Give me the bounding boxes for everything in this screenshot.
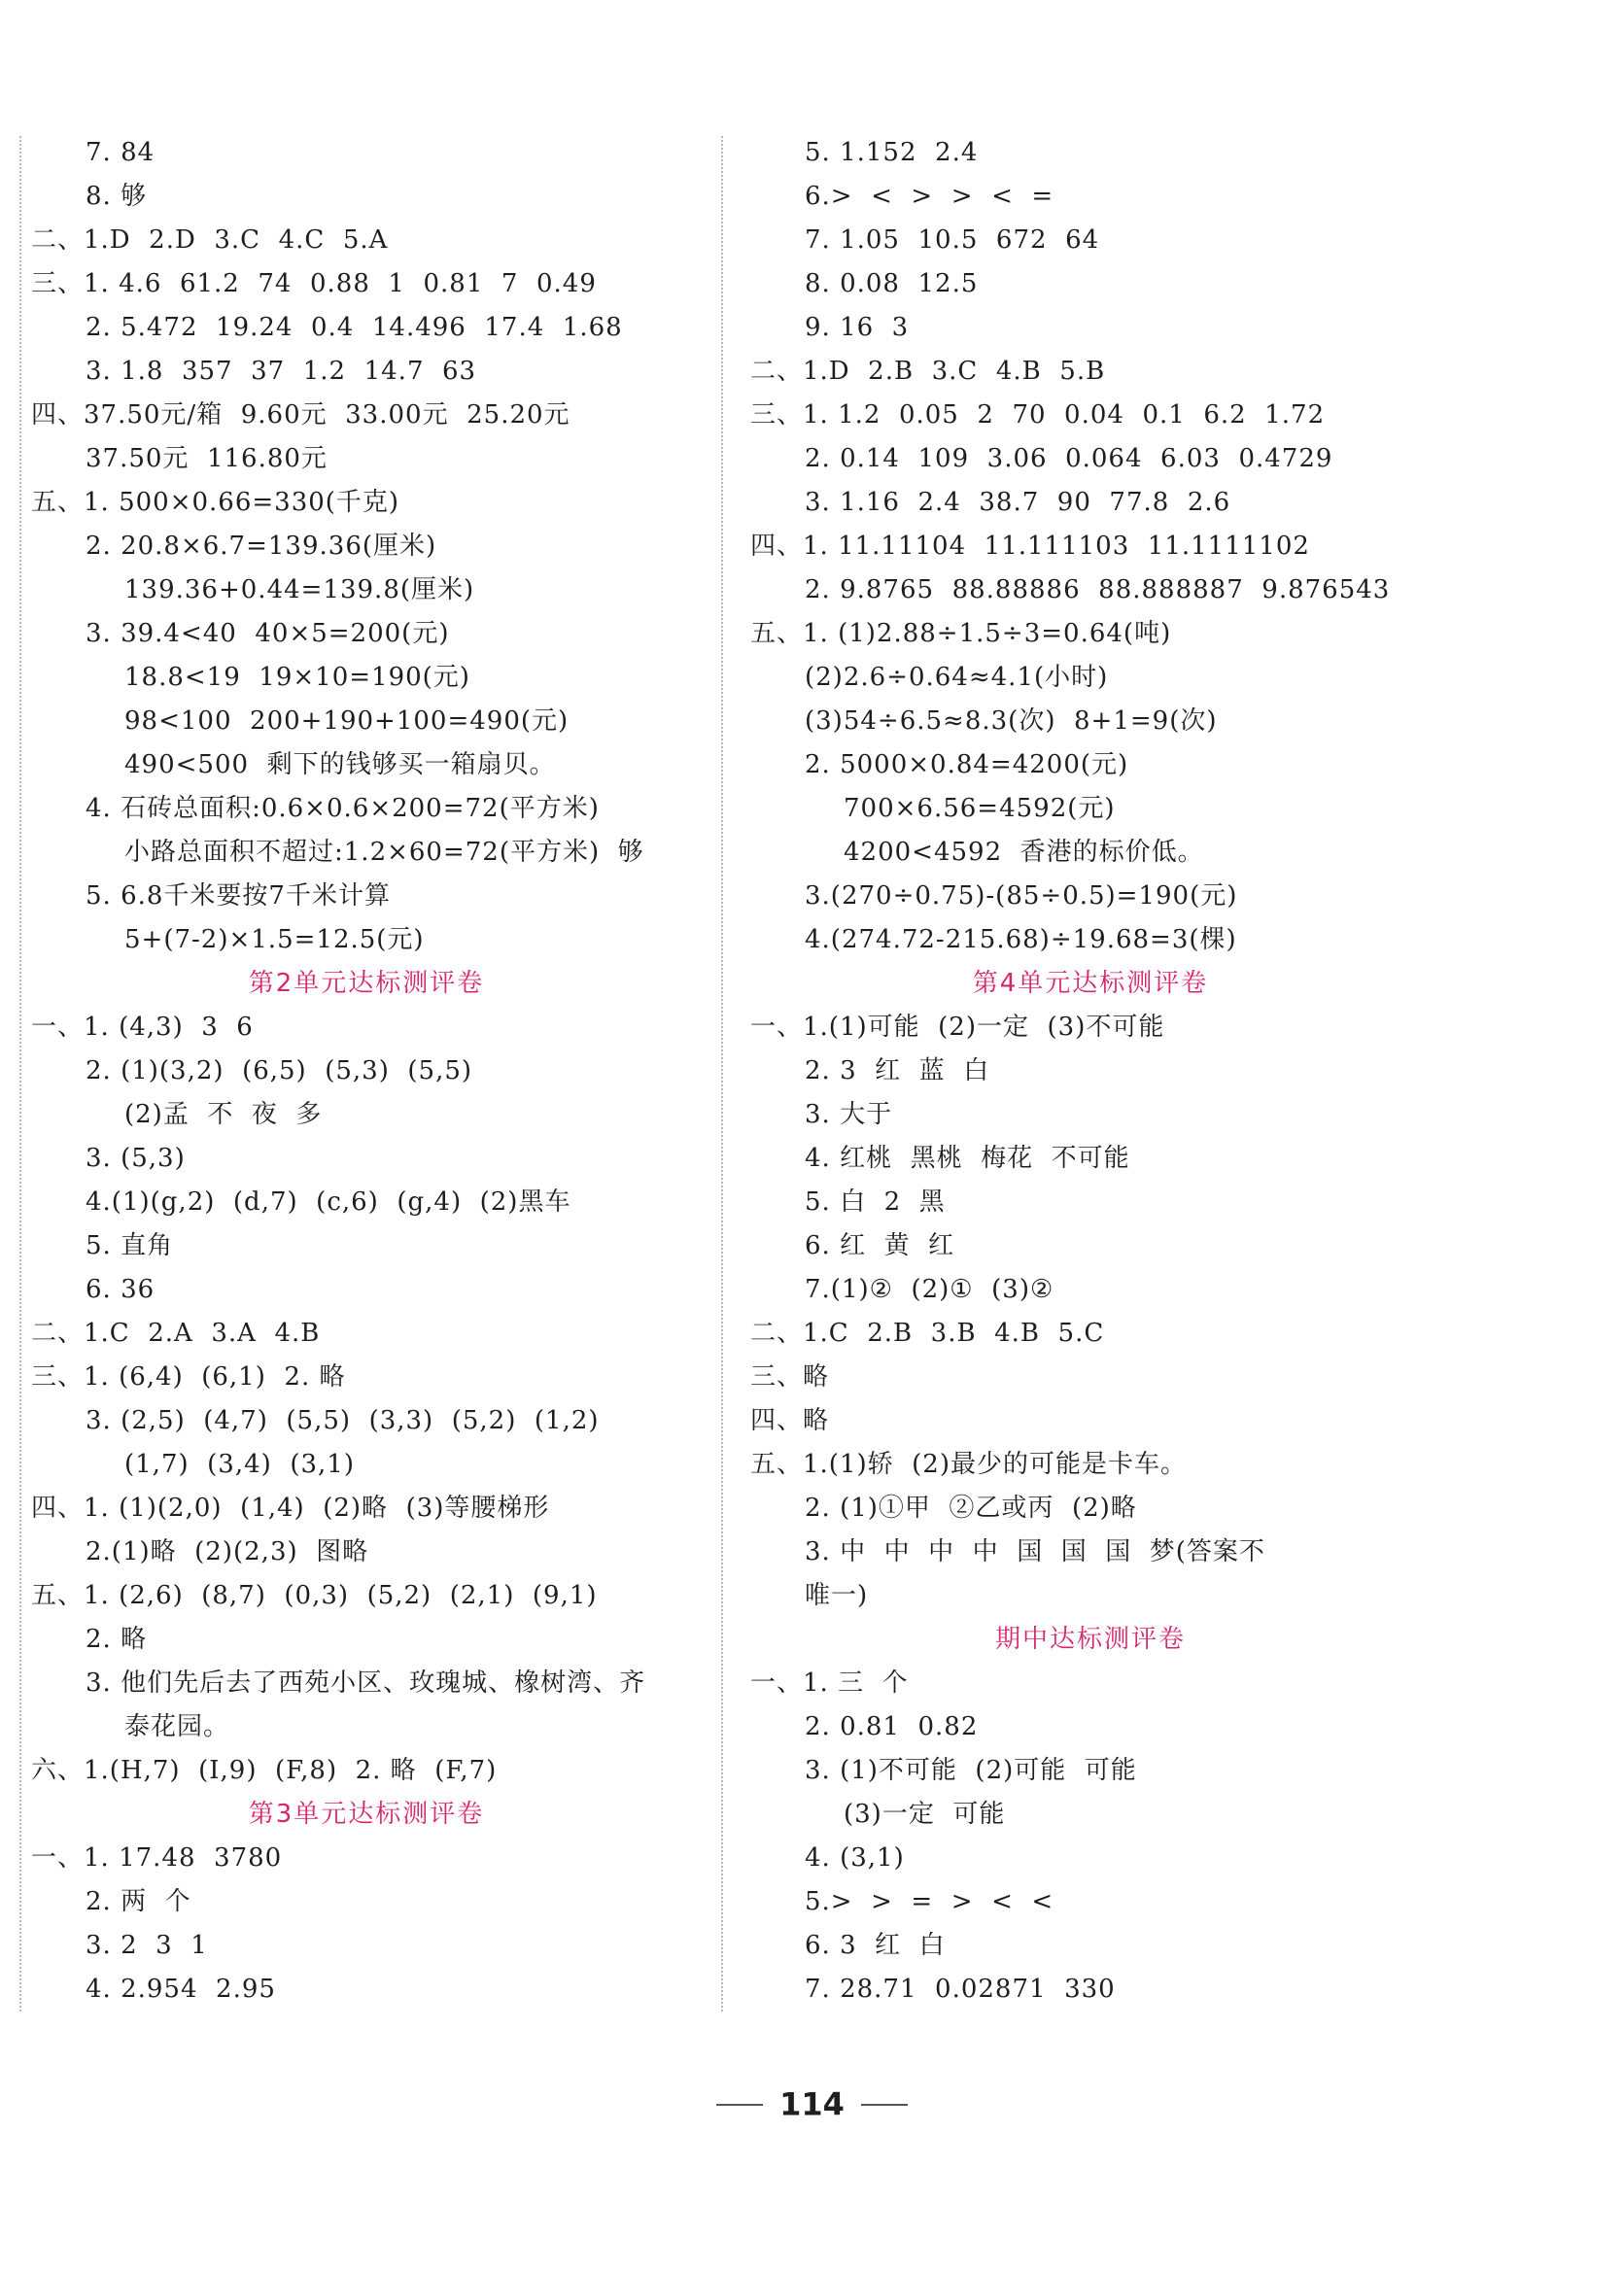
answer-line: 二、1.D 2.D 3.C 4.C 5.A [31,225,389,255]
answer-line: (1,7) (3,4) (3,1) [124,1450,355,1479]
page-footer [0,2080,1624,2128]
answer-line: (2)2.6÷0.64≈4.1(小时) [805,663,1109,692]
answer-line: 2. 5.472 19.24 0.4 14.496 17.4 1.68 [86,313,623,342]
answer-line: 泰花园。 [124,1712,230,1741]
answer-line: (2)孟 不 夜 多 [124,1100,323,1129]
answer-line: 一、1. 三 个 [750,1668,909,1698]
answer-line: 3. 39.4<40 40×5=200(元) [86,619,450,648]
answer-line: 二、1.C 2.B 3.B 4.B 5.C [750,1319,1105,1348]
left-answer-column [31,131,702,2012]
section-heading: 第4单元达标测评卷 [972,969,1209,998]
answer-line: 四、1. (1)(2,0) (1,4) (2)略 (3)等腰梯形 [31,1494,550,1523]
answer-line: 5.> > = > < < [805,1887,1054,1916]
answer-line: 37.50元 116.80元 [86,444,328,473]
answer-line: 小路总面积不超过:1.2×60=72(平方米) 够 [124,838,644,867]
answer-line: 三、1. 1.2 0.05 2 70 0.04 0.1 6.2 1.72 [750,400,1326,430]
answer-line: 8. 够 [86,182,148,211]
answer-line: 3. 2 3 1 [86,1931,208,1960]
answer-line: 3. 1.8 357 37 1.2 14.7 63 [86,357,477,386]
answer-line: 3. (2,5) (4,7) (5,5) (3,3) (5,2) (1,2) [86,1406,600,1435]
answer-line: 5. 1.152 2.4 [805,138,979,167]
answer-line: 三、略 [750,1362,830,1392]
answer-line: 三、1. (6,4) (6,1) 2. 略 [31,1362,346,1392]
answer-line: 5. 白 2 黑 [805,1187,946,1217]
answer-line: 唯一) [805,1581,869,1610]
answer-line: 2. (1)(3,2) (6,5) (5,3) (5,5) [86,1056,473,1085]
answer-line: 7. 1.05 10.5 672 64 [805,225,1100,255]
answer-line: 7. 28.71 0.02871 330 [805,1975,1116,2004]
answer-line: 3.(270÷0.75)-(85÷0.5)=190(元) [805,881,1238,911]
left-column-rule [19,136,21,2012]
answer-line: 700×6.56=4592(元) [844,794,1116,823]
answer-line: 3. 中 中 中 中 国 国 国 梦(答案不 [805,1537,1265,1566]
answer-line: 98<100 200+190+100=490(元) [124,706,570,736]
answer-line: 五、1.(1)轿 (2)最少的可能是卡车。 [750,1450,1187,1479]
answer-line: 6. 36 [86,1275,155,1304]
answer-line: 五、1. (1)2.88÷1.5÷3=0.64(吨) [750,619,1172,648]
answer-line: 四、略 [750,1406,830,1435]
center-column-rule [721,136,723,2012]
answer-line: 4. 石砖总面积:0.6×0.6×200=72(平方米) [86,794,600,823]
answer-line: 2. 20.8×6.7=139.36(厘米) [86,532,437,561]
answer-line: 3. 1.16 2.4 38.7 90 77.8 2.6 [805,488,1231,517]
answer-line: 2.(1)略 (2)(2,3) 图略 [86,1537,369,1566]
answer-line: 2. 0.14 109 3.06 0.064 6.03 0.4729 [805,444,1333,473]
answer-line: 四、37.50元/箱 9.60元 33.00元 25.20元 [31,400,570,430]
answer-line: 7. 84 [86,138,155,167]
answer-line: 8. 0.08 12.5 [805,269,979,298]
answer-line: 3. (5,3) [86,1144,186,1173]
footer-left-dash [716,2104,763,2106]
answer-line: 2. 9.8765 88.88886 88.888887 9.876543 [805,575,1391,604]
answer-line: 一、1.(1)可能 (2)一定 (3)不可能 [750,1013,1165,1042]
answer-line: 5. 直角 [86,1231,174,1260]
answer-line: 139.36+0.44=139.8(厘米) [124,575,475,604]
answer-line: 4.(274.72-215.68)÷19.68=3(棵) [805,925,1237,954]
answer-line: 4.(1)(g,2) (d,7) (c,6) (g,4) (2)黑车 [86,1187,571,1217]
section-heading: 第3单元达标测评卷 [248,1800,485,1829]
answer-line: 二、1.C 2.A 3.A 4.B [31,1319,321,1348]
page-number: 114 [779,2085,845,2123]
answer-line: 2. 3 红 蓝 白 [805,1056,990,1085]
answer-line: 7.(1)② (2)① (3)② [805,1275,1054,1304]
answer-line: 18.8<19 19×10=190(元) [124,663,470,692]
answer-line: 6. 红 黄 红 [805,1231,955,1260]
answer-line: 4. 2.954 2.95 [86,1975,276,2004]
section-heading: 第2单元达标测评卷 [248,969,485,998]
answer-line: 4200<4592 香港的标价低。 [844,838,1204,867]
answer-line: 六、1.(H,7) (I,9) (F,8) 2. 略 (F,7) [31,1756,498,1785]
answer-line: 3. 大于 [805,1100,893,1129]
answer-line: 6. 3 红 白 [805,1931,946,1960]
answer-line: 一、1. (4,3) 3 6 [31,1013,254,1042]
answer-line: 五、1. (2,6) (8,7) (0,3) (5,2) (2,1) (9,1) [31,1581,598,1610]
answer-line: 一、1. 17.48 3780 [31,1843,283,1873]
section-heading: 期中达标测评卷 [994,1625,1186,1654]
answer-line: 3. 他们先后去了西苑小区、玫瑰城、橡树湾、齐 [86,1668,646,1698]
answer-line: 490<500 剩下的钱够买一箱扇贝。 [124,750,556,779]
answer-line: (3)54÷6.5≈8.3(次) 8+1=9(次) [805,706,1218,736]
right-answer-column [750,131,1431,2012]
answer-line: 2. 5000×0.84=4200(元) [805,750,1129,779]
answer-line: 2. 略 [86,1625,148,1654]
answer-line: 2. (1)①甲 ②乙或丙 (2)略 [805,1494,1137,1523]
answer-line: 二、1.D 2.B 3.C 4.B 5.B [750,357,1106,386]
answer-line: 5. 6.8千米要按7千米计算 [86,881,391,911]
answer-line: 2. 0.81 0.82 [805,1712,979,1741]
answer-line: 4. (3,1) [805,1843,905,1873]
answer-line: 2. 两 个 [86,1887,191,1916]
answer-line: 四、1. 11.11104 11.111103 11.1111102 [750,532,1310,561]
answer-line: 五、1. 500×0.66=330(千克) [31,488,400,517]
footer-right-dash [861,2104,908,2106]
answer-line: 三、1. 4.6 61.2 74 0.88 1 0.81 7 0.49 [31,269,597,298]
answer-line: 9. 16 3 [805,313,910,342]
answer-line: 6.> < > > < = [805,182,1054,211]
answer-line: 4. 红桃 黑桃 梅花 不可能 [805,1144,1130,1173]
answer-line: 3. (1)不可能 (2)可能 可能 [805,1756,1137,1785]
answer-line: (3)一定 可能 [844,1800,1006,1829]
answer-line: 5+(7-2)×1.5=12.5(元) [124,925,425,954]
